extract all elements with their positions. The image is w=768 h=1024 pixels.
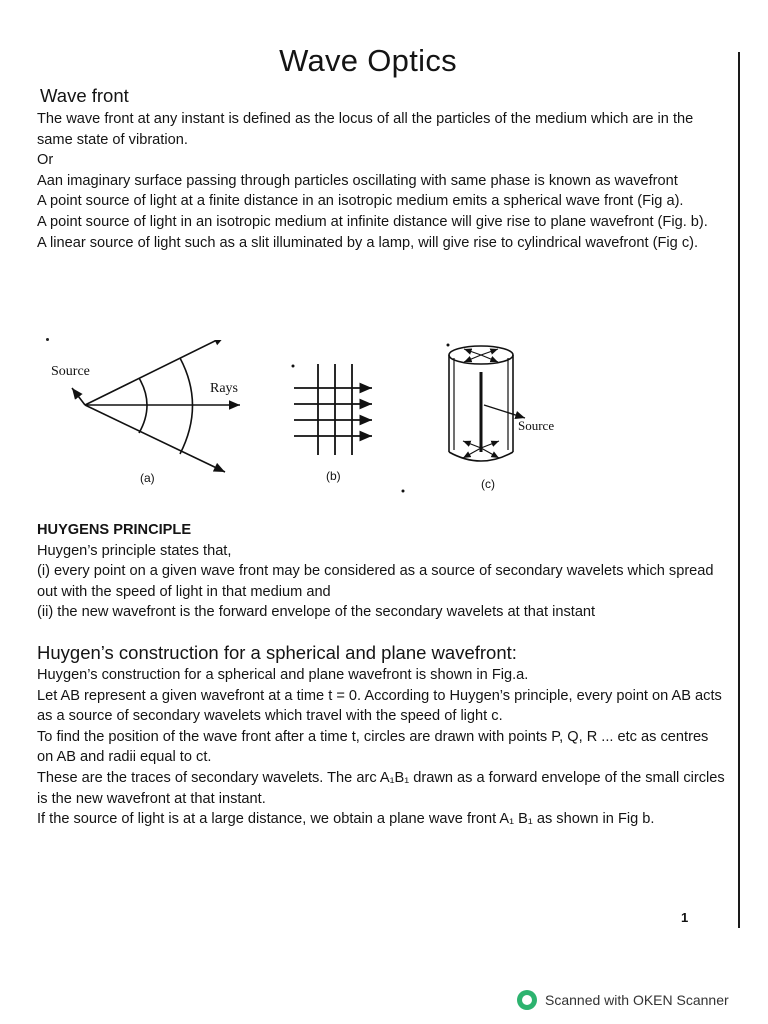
paragraph: To find the position of the wave front after a time t, circles are drawn with points P, Q, R ... etc as centres on AB and radii equal to ct. xyxy=(37,728,709,766)
paragraph: A linear source of light such as a slit illuminated by a lamp, will give rise to cylindrical wavefront (Fig c). xyxy=(37,234,699,251)
figure-a-caption: (a) xyxy=(140,471,155,485)
figure-c-caption: (c) xyxy=(481,477,495,491)
paragraph: These are the traces of secondary wavelets. The arc A₁B₁ drawn as a forward envelope of the small circles is the new wavefront at that instant. xyxy=(37,769,725,807)
figure-b-plane xyxy=(294,364,372,455)
paragraph: Let AB represent a given wavefront at a time t = 0. According to Huygen’s principle, every point on AB acts as a source of secondary wavelets which travel with the speed of light c. xyxy=(37,687,722,725)
figure-a-rays-label: Rays xyxy=(210,381,238,396)
page-number: 1 xyxy=(681,910,689,925)
paragraph: A point source of light in an isotropic medium at infinite distance will give rise to plane wavefront (Fig. b). xyxy=(37,213,708,230)
figure-c-source-label: Source xyxy=(518,418,555,433)
paragraph: A point source of light at a finite distance in an isotropic medium emits a spherical wave front (Fig a). xyxy=(37,193,684,210)
scanner-watermark xyxy=(517,990,729,1010)
scanner-logo-icon xyxy=(517,990,537,1010)
paragraph: Aan imaginary surface passing through particles oscillating with same phase is known as wavefront xyxy=(37,172,678,189)
wavefront-text xyxy=(37,109,727,253)
paragraph: Or xyxy=(37,152,54,169)
huygens-construction-heading: Huygen’s construction for a spherical and plane wavefront: xyxy=(37,642,517,663)
paragraph: (ii) the new wavefront is the forward envelope of the secondary wavelets at that instant xyxy=(37,604,596,621)
figure-a-spherical xyxy=(72,340,240,472)
scanner-watermark-text: Scanned with OKEN Scanner xyxy=(545,992,729,1008)
page-title: Wave Optics xyxy=(279,43,457,78)
paragraph: If the source of light is at a large distance, we obtain a plane wave front A₁ B₁ as shown in Fig b. xyxy=(37,811,655,828)
huygens-construction-text xyxy=(37,665,727,830)
paragraph: (i) every point on a given wave front may be considered as a source of secondary wavelets which spread out with the speed of light in that medium and xyxy=(37,563,714,600)
paragraph: Huygen’s principle states that, xyxy=(37,542,232,559)
paragraph: Huygen’s construction for a spherical and plane wavefront is shown in Fig.a. xyxy=(37,667,529,683)
huygens-principle-text xyxy=(37,520,727,623)
wavefront-figures xyxy=(0,340,740,500)
paragraph: The wave front at any instant is defined as the locus of all the particles of the medium which are in the same state of vibration. xyxy=(37,111,694,148)
wavefront-heading: Wave front xyxy=(40,85,129,106)
figure-b-caption: (b) xyxy=(326,469,341,483)
huygens-principle-heading: HUYGENS PRINCIPLE xyxy=(37,522,192,538)
figure-c-cylindrical xyxy=(449,346,525,461)
figure-a-source-label: Source xyxy=(51,364,90,379)
